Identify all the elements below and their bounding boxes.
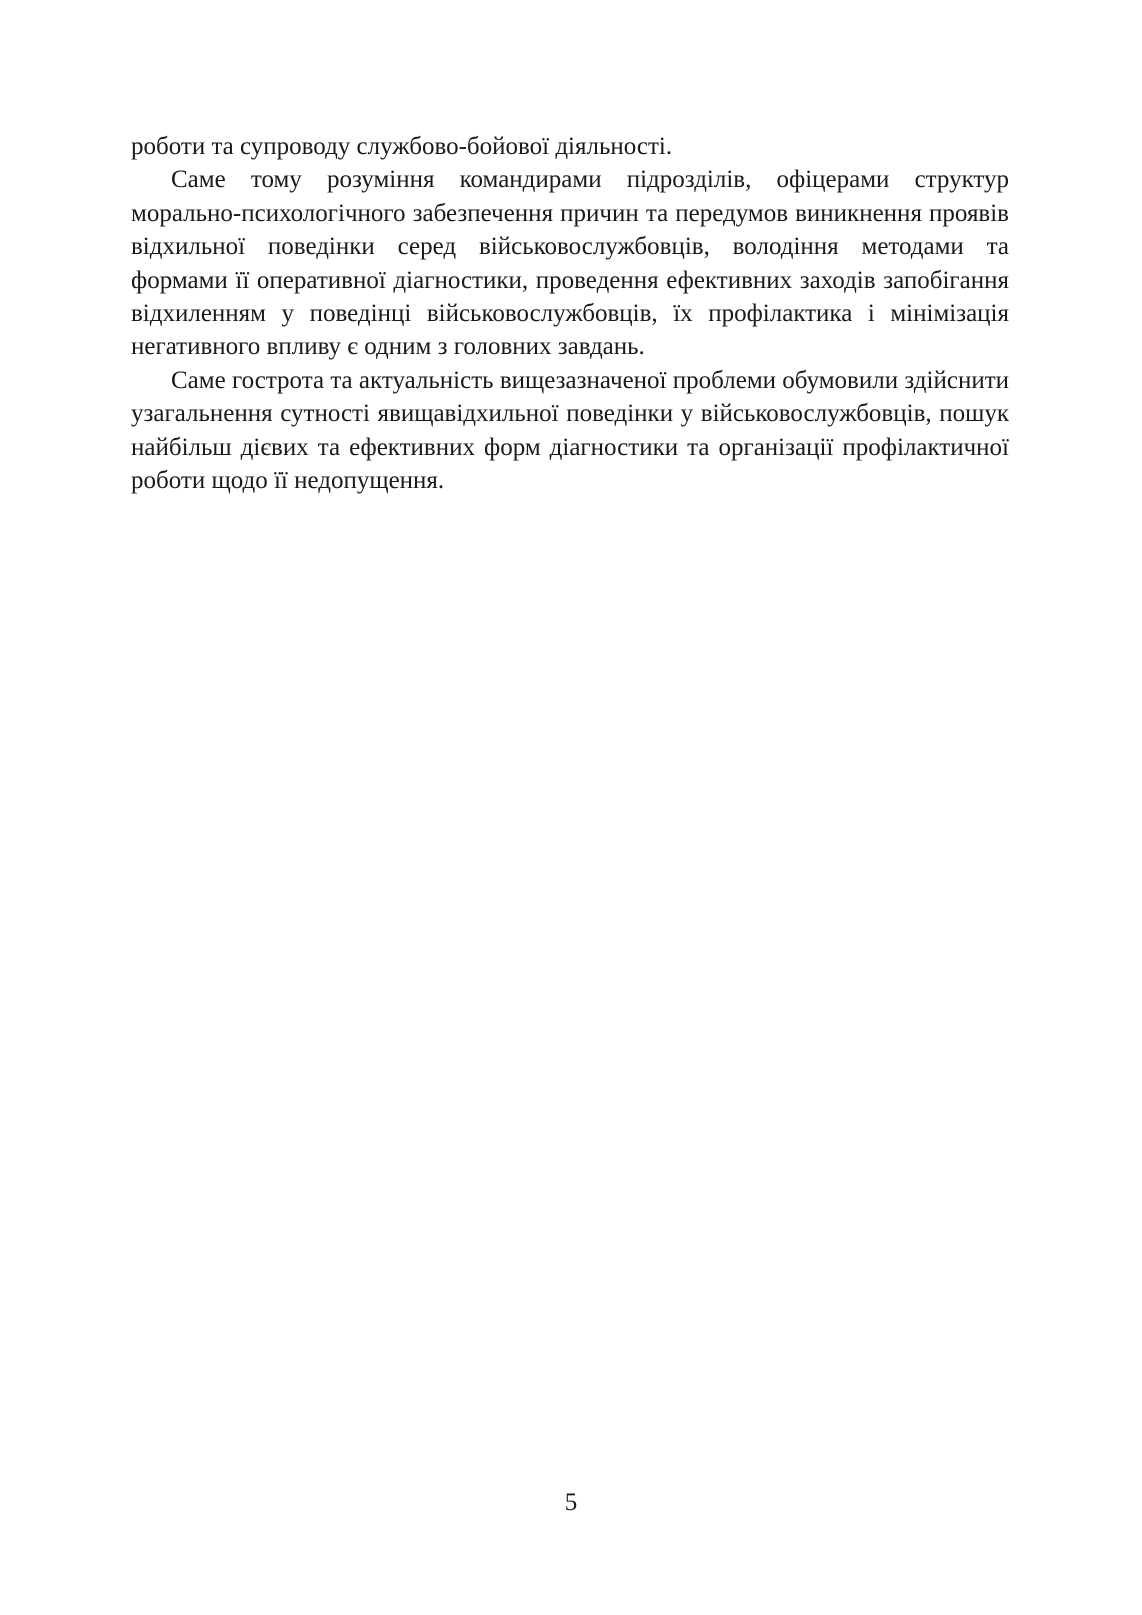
paragraph-continuation: роботи та супроводу службово-бойової діяльності. [131, 133, 673, 160]
paragraph-understanding: Саме тому розуміння командирами підрозділів, офіцерами структур морально-психологічного забезпечення причин та передумов виникнення проявів відхильної поведінки серед військовослужбовців, володіння методами та формами її оперативної діагностики, проведення ефективних заходів запобігання відхиленням у поведінці військовослужбовців, їх профілактика і мінімізація негативного впливу є одним з головних завдань. [131, 166, 1009, 361]
body-text [131, 130, 1009, 497]
paragraph-relevance: Саме гострота та актуальність вищезазначеної проблеми обумовили здійснити узагальнення сутності явищавідхильної поведінки у військовослужбовців, пошук найбільш дієвих та ефективних форм діагностики та організації профілактичної роботи щодо її недопущення. [131, 366, 1009, 495]
page-number: 5 [564, 1489, 578, 1516]
